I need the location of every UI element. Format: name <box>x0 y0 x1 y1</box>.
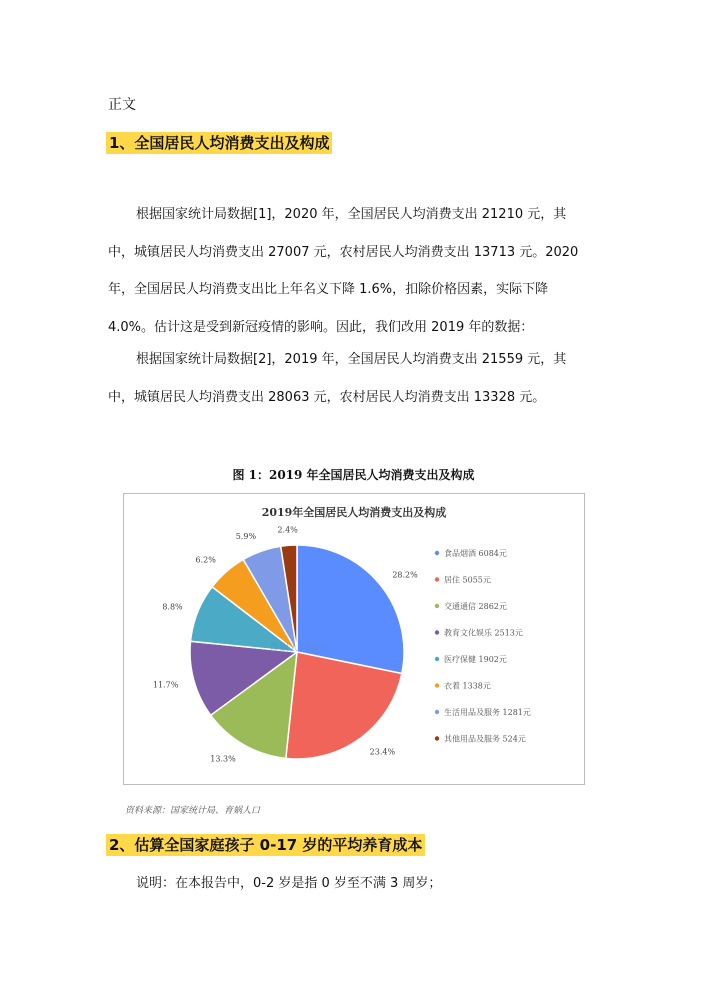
legend-label: 食品烟酒 6084元 <box>444 549 507 558</box>
legend-marker <box>435 577 439 581</box>
pie-percent-label: 5.9% <box>235 532 257 542</box>
paragraph-2 <box>108 341 608 416</box>
watermark: 育娲人口研究 <box>269 643 329 654</box>
paragraph-line: 4.0%。估计这是受到新冠疫情的影响。因此，我们改用 2019 年的数据： <box>108 319 534 335</box>
legend-marker <box>435 736 439 740</box>
figure-caption: 图 1：2019 年全国居民人均消费支出及构成 <box>232 468 475 482</box>
paragraph-line: 根据国家统计局数据[2]，2019 年，全国居民人均消费支出 21559 元，其 <box>136 352 567 367</box>
paragraph-line: 中，城镇居民人均消费支出 27007 元，农村居民人均消费支出 13713 元。2020 <box>108 244 579 260</box>
paragraph-line: 根据国家统计局数据[1]，2020 年，全国居民人均消费支出 21210 元，其 <box>136 207 567 222</box>
legend-label: 衣着 1338元 <box>444 681 491 691</box>
legend-marker <box>435 551 439 555</box>
pie-chart <box>124 494 584 784</box>
source-note: 资料来源：国家统计局、育娲人口 <box>125 806 261 816</box>
pie-slice <box>297 545 404 674</box>
pie-percent-label: 13.3% <box>210 754 236 764</box>
pie-percent-label: 8.8% <box>162 602 183 612</box>
section-label: 正文 <box>108 97 136 113</box>
legend-label: 教育文化娱乐 2513元 <box>444 628 523 638</box>
section-1-heading: 1、全国居民人均消费支出及构成 <box>106 132 332 154</box>
legend-label: 交通通信 2862元 <box>444 602 507 611</box>
legend-label: 医疗保健 1902元 <box>444 655 507 664</box>
paragraph-line: 年，全国居民人均消费支出比上年名义下降 1.6%，扣除价格因素，实际下降 <box>108 282 549 297</box>
section-2-heading: 2、估算全国家庭孩子 0-17 岁的平均养育成本 <box>106 834 425 856</box>
legend-label: 其他用品及服务 524元 <box>444 734 526 744</box>
chart-title: 2019年全国居民人均消费支出及构成 <box>261 506 447 519</box>
pie-percent-label: 2.4% <box>277 525 298 535</box>
pie-percent-label: 11.7% <box>152 680 179 690</box>
note-text: 说明：在本报告中，0-2 岁是指 0 岁至不满 3 周岁； <box>136 876 442 891</box>
pie-percent-label: 6.2% <box>195 555 216 565</box>
legend-marker <box>435 683 439 687</box>
paragraph-line: 中，城镇居民人均消费支出 28063 元，农村居民人均消费支出 13328 元。 <box>108 389 546 405</box>
legend-marker <box>435 604 439 608</box>
legend-marker <box>435 657 439 661</box>
legend-label: 居住 5055元 <box>444 575 491 585</box>
legend-marker <box>435 630 439 634</box>
pie-percent-label: 23.4% <box>369 747 396 757</box>
chart-frame <box>123 493 585 785</box>
pie-percent-label: 28.2% <box>392 570 418 580</box>
legend-label: 生活用品及服务 1281元 <box>444 708 531 717</box>
legend-marker <box>435 710 439 714</box>
paragraph-1 <box>108 196 608 346</box>
